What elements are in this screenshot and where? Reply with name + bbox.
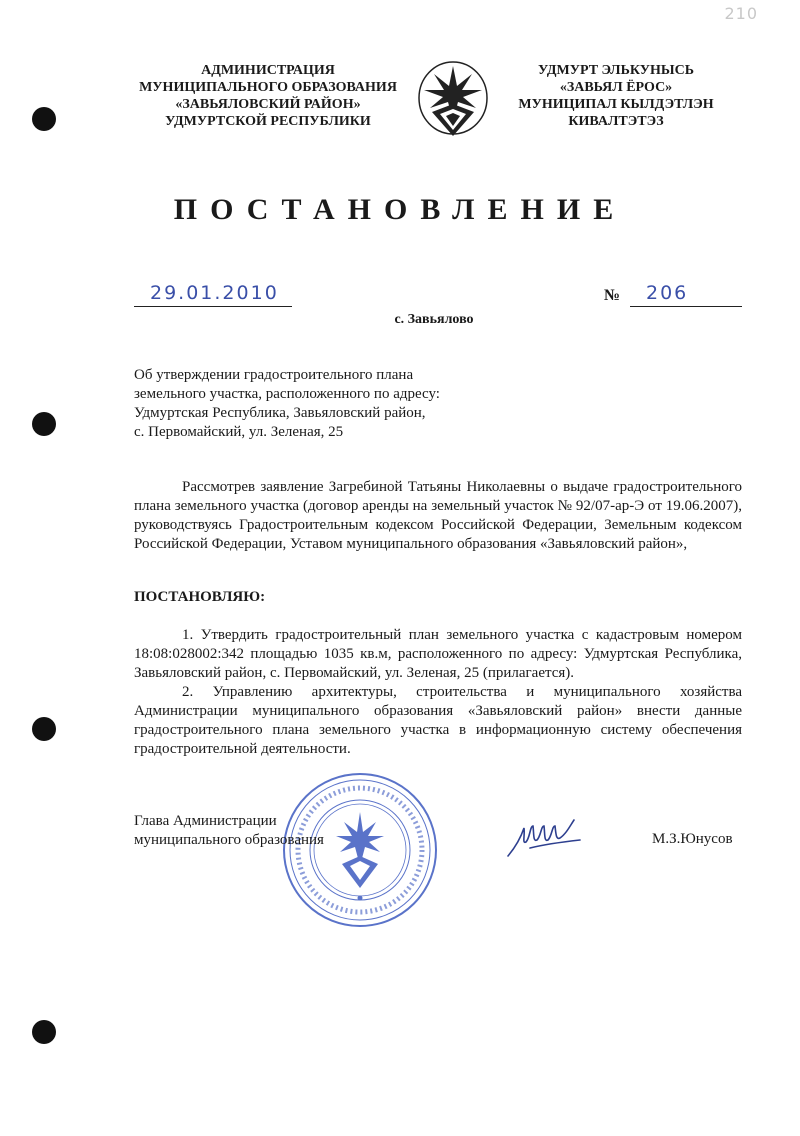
header-left-line: УДМУРТСКОЙ РЕСПУБЛИКИ (165, 114, 371, 129)
subject-line: Об утверждении градостроительного плана (134, 367, 414, 383)
date-underline (134, 306, 292, 307)
punch-hole (32, 1020, 56, 1044)
signatory-position-line: муниципального образования (134, 832, 324, 848)
header-right-line: МУНИЦИПАЛ КЫЛДЭТЛЭН (518, 97, 714, 112)
signatory-position (134, 812, 324, 850)
number-label: № (604, 287, 621, 304)
decree-item: 1. Утвердить градостроительный план земельного участка с кадастровым номером 18:08:028002:342 площадью 1035 кв.м, расположенного по адресу: Удмуртская Республика, Завьяловский район, с. Первомайский, ул. Зеленая, 25 (прилагается). (134, 627, 742, 681)
header-right-line: КИВАЛТЭТЭЗ (568, 114, 664, 129)
header-left-block (138, 62, 398, 130)
emblem-icon (416, 60, 490, 140)
signatory-position-line: Глава Администрации (134, 813, 277, 829)
subject-line: Удмуртская Республика, Завьяловский район, (134, 405, 426, 421)
handwritten-date: 29.01.2010 (150, 282, 279, 304)
decree-item: 2. Управлению архитектуры, строительства и муниципального хозяйства Администрации муниципального образования «Завьяловский район» внести данные градостроительного плана земельного участка в информационную систему обеспечения градостроительной деятельности. (134, 684, 742, 757)
header-right-line: «ЗАВЬЯЛ ЁРОС» (559, 80, 673, 95)
header-left-line: «ЗАВЬЯЛОВСКИЙ РАЙОН» (175, 97, 361, 112)
header-right-block (508, 62, 724, 130)
punch-hole (32, 412, 56, 436)
number-underline (630, 306, 742, 307)
header-left-line: МУНИЦИПАЛЬНОГО ОБРАЗОВАНИЯ (139, 80, 397, 95)
header-right-line: УДМУРТ ЭЛЬКУНЫСЬ (538, 63, 694, 78)
signatory-name: М.З.Юнусов (652, 831, 733, 847)
official-seal-icon (280, 770, 440, 930)
punch-hole (32, 107, 56, 131)
document-title: ПОСТАНОВЛЕНИЕ (173, 193, 627, 226)
subject-line: с. Первомайский, ул. Зеленая, 25 (134, 424, 344, 440)
decree-heading: ПОСТАНОВЛЯЮ: (134, 589, 266, 605)
preamble-paragraph: Рассмотрев заявление Загребиной Татьяны Николаевны о выдаче градостроительного плана земельного участка (договор аренды на земельный участок № 92/07-ар-Э от 19.06.2007), руководствуясь Градостроительным кодексом Российской Федерации, Земельным кодексом Российской Федерации, Уставом муниципального образования «Завьяловский район», (134, 479, 742, 552)
header-left-line: АДМИНИСТРАЦИЯ (201, 63, 335, 78)
place-of-issue: с. Завьялово (394, 312, 474, 327)
handwritten-signature-icon (500, 804, 590, 864)
subject-block (134, 366, 440, 442)
subject-line: земельного участка, расположенного по адресу: (134, 386, 440, 402)
corner-page-note: 210 (724, 4, 758, 23)
punch-hole (32, 717, 56, 741)
handwritten-number: 206 (646, 282, 689, 304)
